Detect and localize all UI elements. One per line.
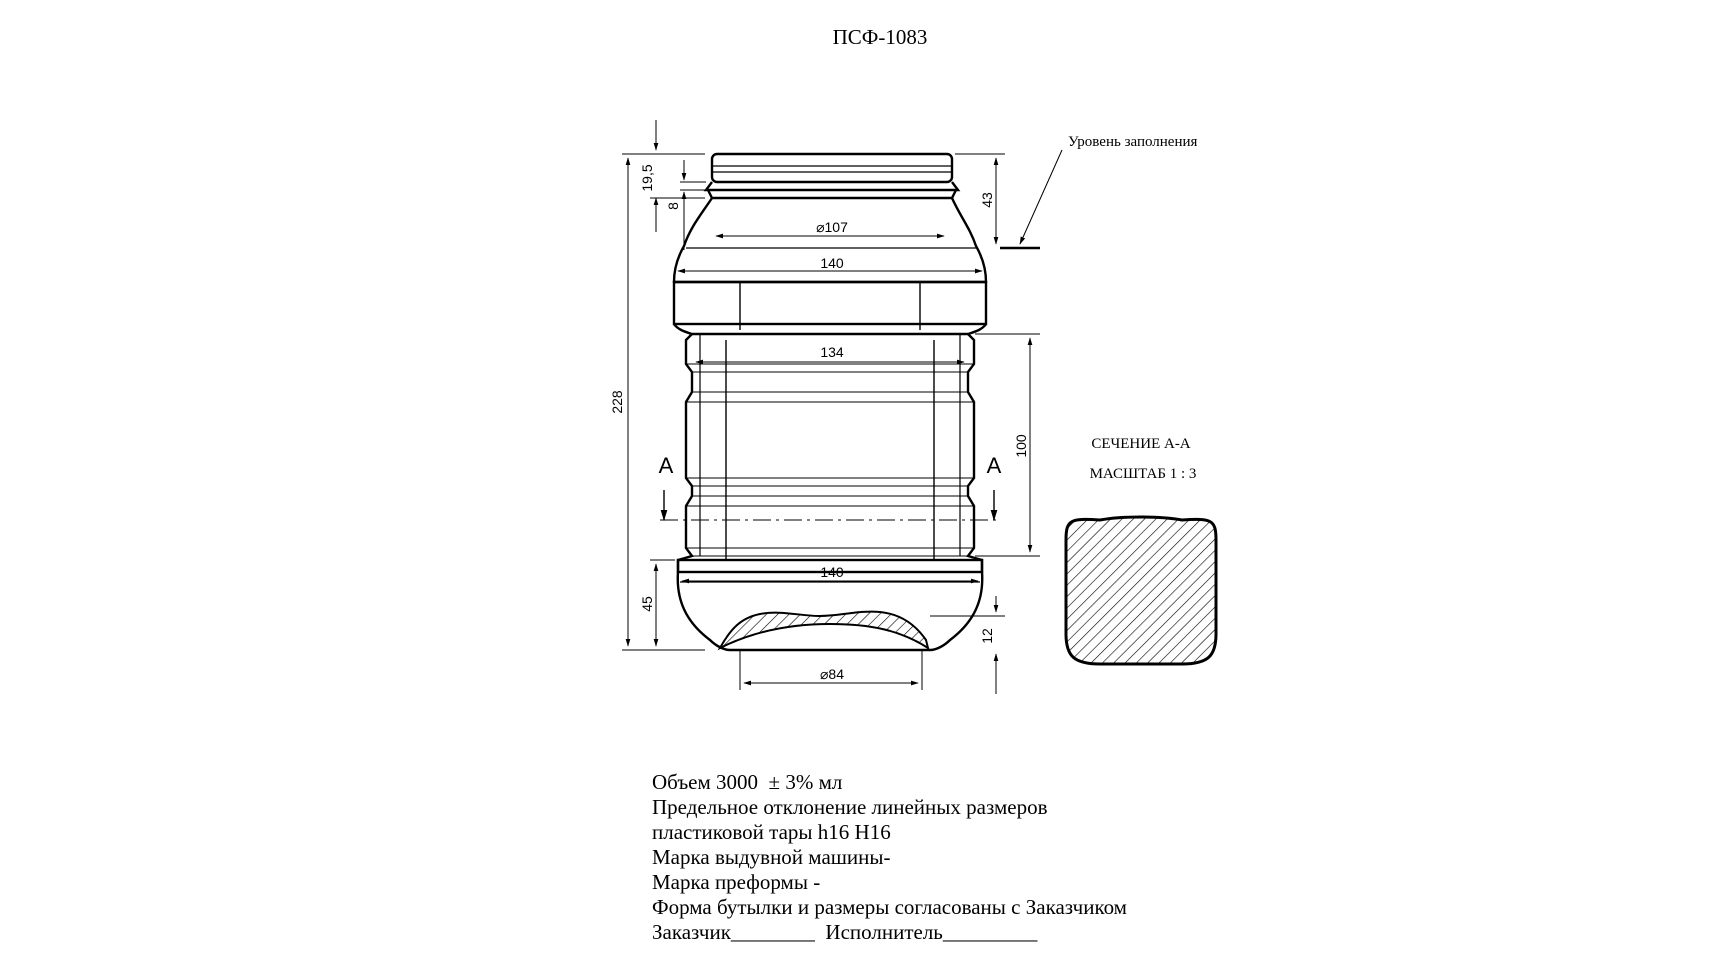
dim-total-height: 228 <box>609 390 625 414</box>
specification-notes <box>652 770 1127 945</box>
drawing-title: ПСФ-1083 <box>832 25 928 49</box>
dim-base-height: 45 <box>639 596 655 612</box>
section-scale: МАСШТАБ 1 : 3 <box>1089 466 1197 482</box>
dim-neck-height: 19,5 <box>639 164 655 192</box>
fill-level-label: Уровень заполнения <box>1068 134 1198 150</box>
dim-body-width: 134 <box>820 344 844 360</box>
section-a-a-shape <box>1066 517 1216 664</box>
section-mark-right: A <box>986 453 1002 478</box>
base <box>678 572 982 650</box>
section-title: СЕЧЕНИЕ А-А <box>1091 436 1191 452</box>
section-mark-left: A <box>658 453 674 478</box>
dimension-lines <box>622 120 1062 694</box>
dim-neck-diameter: ⌀107 <box>816 219 848 235</box>
dim-neck-ring: 8 <box>665 202 681 210</box>
dim-shoulder-height: 43 <box>979 192 995 208</box>
note-approval: Форма бутылки и размеры согласованы с Заказчиком <box>652 895 1127 919</box>
dim-label-height: 100 <box>1013 434 1029 458</box>
dim-base-diameter: ⌀84 <box>819 666 845 682</box>
note-blow-machine: Марка выдувной машины- <box>652 845 891 869</box>
note-volume: Объем 3000 ± 3% мл <box>652 770 843 794</box>
punt <box>720 612 928 648</box>
note-tolerance-2: пластиковой тары h16 H16 <box>652 820 891 844</box>
dim-punt-depth: 12 <box>979 628 995 644</box>
body-right-profile <box>968 334 982 572</box>
note-preform: Марка преформы - <box>652 870 821 894</box>
note-signatures: Заказчик________ Исполнитель_________ <box>652 920 1038 944</box>
dim-lower-width: 140 <box>820 564 844 580</box>
neck-finish <box>712 154 952 182</box>
upper-band <box>674 282 986 324</box>
dim-upper-width: 140 <box>820 255 844 271</box>
note-tolerance-1: Предельное отклонение линейных размеров <box>652 795 1048 819</box>
body-left-profile <box>678 334 692 572</box>
